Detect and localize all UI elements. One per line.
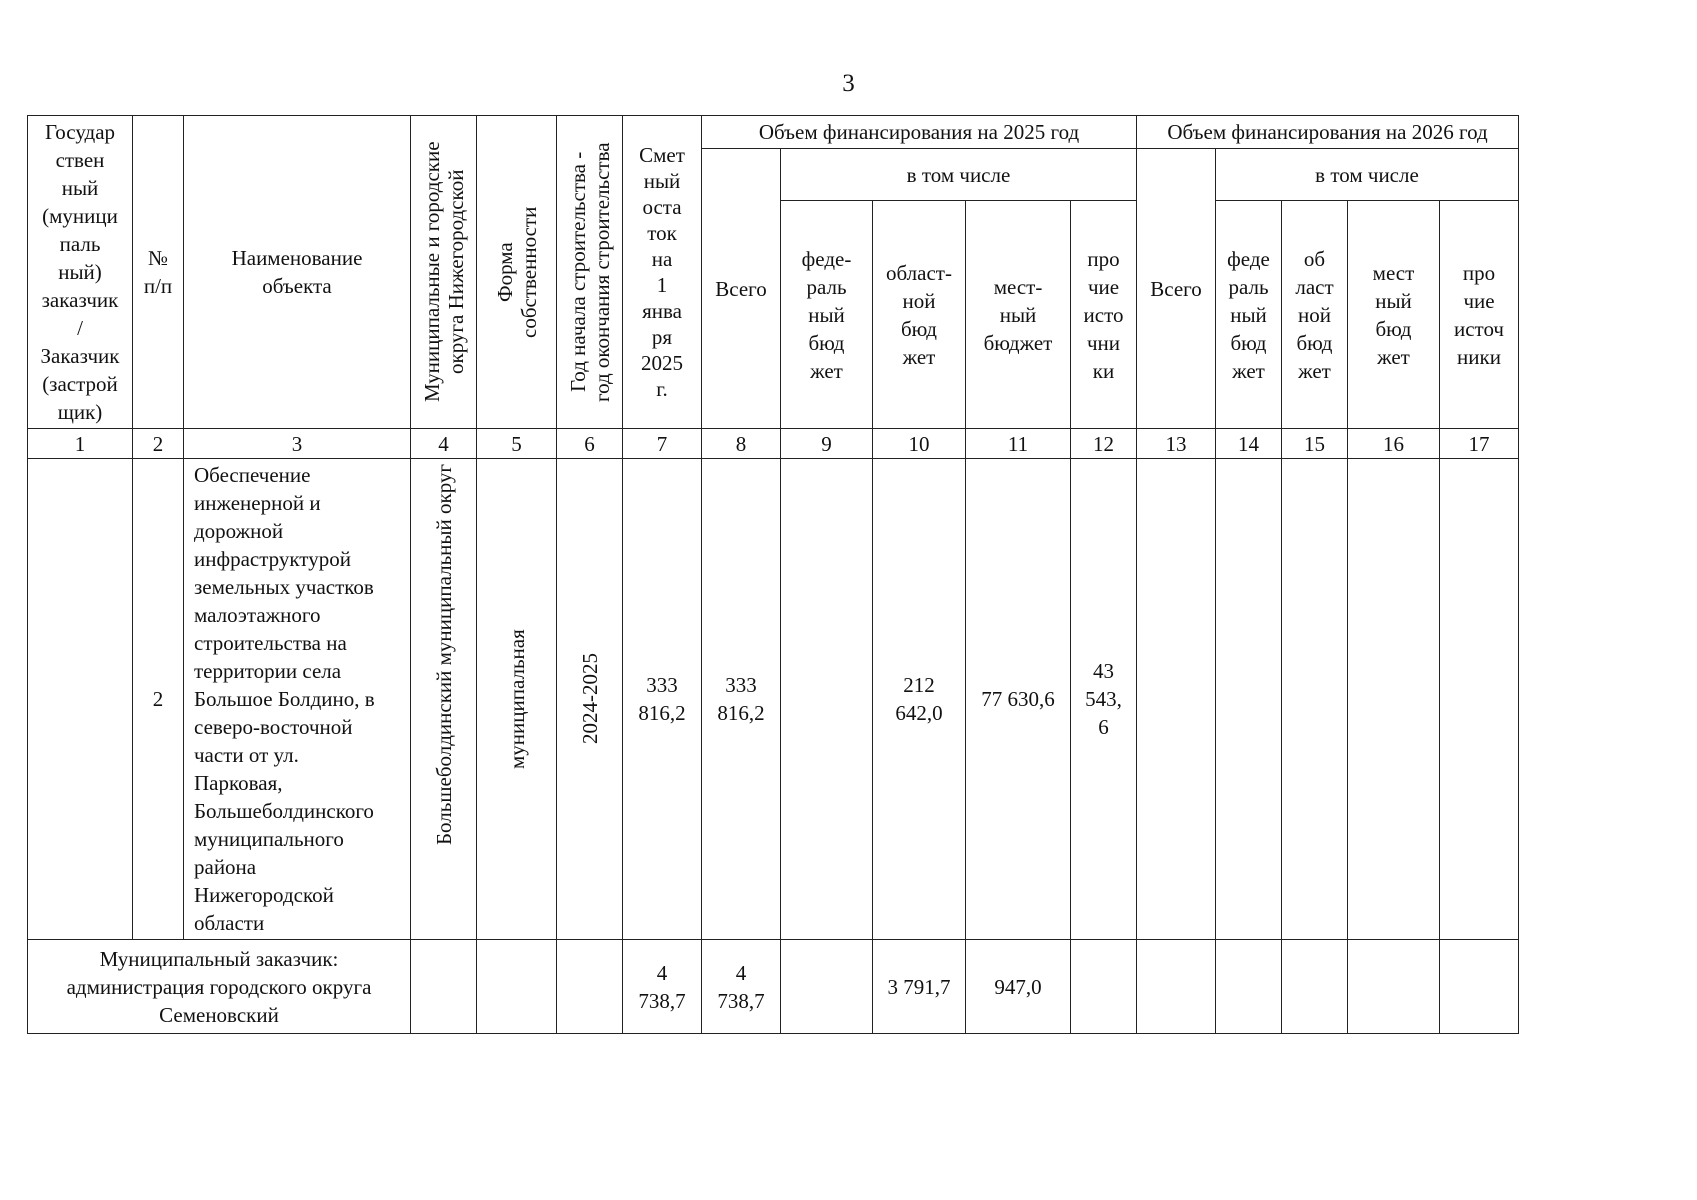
row-federal-2025 [781,459,873,940]
column-number: 2 [133,429,184,459]
column-number: 14 [1216,429,1282,459]
page-number: 3 [842,70,855,97]
column-number: 9 [781,429,873,459]
header-including-2025: в том числе [781,149,1137,201]
column-number: 4 [411,429,477,459]
row-number: 2 [133,459,184,940]
row-estimate-balance: 333 816,2 [623,459,702,940]
column-number: 7 [623,429,702,459]
header-regional-2025: област- ной бюд жет [873,201,966,429]
column-number: 11 [966,429,1071,459]
header-ownership-cell [477,116,557,429]
header-other-2026: про чие источ ники [1440,201,1519,429]
header-years: Год начала строительства - год окончания строительства [565,142,614,402]
row-local-2026 [1348,459,1440,940]
column-number: 8 [702,429,781,459]
row-other-2026 [1440,459,1519,940]
row-ownership: муниципальная [504,629,529,769]
summary-estimate-balance: 4 738,7 [623,940,702,1034]
row-district-cell [411,459,477,940]
summary-other-2025 [1071,940,1137,1034]
summary-regional-2025: 3 791,7 [873,940,966,1034]
header-total-2025: Всего [702,149,781,429]
header-row-1 [28,116,1519,149]
header-ownership: Форма собственности [492,206,541,338]
construction-funding-table [27,115,1519,1034]
summary-row [28,940,1519,1034]
column-number: 3 [184,429,411,459]
summary-other-2026 [1440,940,1519,1034]
summary-local-2025: 947,0 [966,940,1071,1034]
summary-federal-2025 [781,940,873,1034]
summary-district [411,940,477,1034]
row-customer [28,459,133,940]
row-federal-2026 [1216,459,1282,940]
column-number: 5 [477,429,557,459]
header-federal-2025: феде- раль ный бюд жет [781,201,873,429]
summary-years [557,940,623,1034]
row-total-2026 [1137,459,1216,940]
summary-ownership [477,940,557,1034]
column-number: 15 [1282,429,1348,459]
header-object-name: Наименование объекта [184,116,411,429]
column-number: 1 [28,429,133,459]
table-row [28,459,1519,940]
row-local-2025: 77 630,6 [966,459,1071,940]
row-total-2025: 333 816,2 [702,459,781,940]
header-customer: Государ ствен ный (муници паль ный) заказчик / Заказчик (застрой щик) [28,116,133,429]
header-local-2025: мест- ный бюджет [966,201,1071,429]
header-regional-2026: об ласт ной бюд жет [1282,201,1348,429]
column-number: 6 [557,429,623,459]
summary-federal-2026 [1216,940,1282,1034]
header-years-cell [557,116,623,429]
header-other-2025: про чие исто чни ки [1071,201,1137,429]
summary-local-2026 [1348,940,1440,1034]
row-district: Большеболдинский муниципальный округ [431,464,456,846]
row-years: 2024-2025 [577,653,602,745]
column-number-row [28,429,1519,459]
summary-total-2025: 4 738,7 [702,940,781,1034]
header-funding-2025: Объем финансирования на 2025 год [702,116,1137,149]
header-including-2026: в том числе [1216,149,1519,201]
row-regional-2025: 212 642,0 [873,459,966,940]
row-object-name: Обеспечение инженерной и дорожной инфраструктурой земельных участков малоэтажного строительства на территории села Большое Болдино, в северо-восточной части от ул. Парковая, Большеболдинского муниципального района Нижегородской области [184,459,411,940]
header-number: № п/п [133,116,184,429]
row-ownership-cell [477,459,557,940]
summary-regional-2026 [1282,940,1348,1034]
row-years-cell [557,459,623,940]
header-municipal-districts: Муниципальные и городские округа Нижегородской [419,141,468,403]
summary-label: Муниципальный заказчик: администрация городского округа Семеновский [28,940,411,1034]
header-federal-2026: феде раль ный бюд жет [1216,201,1282,429]
column-number: 12 [1071,429,1137,459]
header-funding-2026: Объем финансирования на 2026 год [1137,116,1519,149]
column-number: 13 [1137,429,1216,459]
header-local-2026: мест ный бюд жет [1348,201,1440,429]
column-number: 17 [1440,429,1519,459]
header-estimate-balance: Смет ный оста ток на 1 янва ря 2025 г. [623,116,702,429]
row-regional-2026 [1282,459,1348,940]
header-total-2026: Всего [1137,149,1216,429]
column-number: 10 [873,429,966,459]
header-municipal-districts-cell [411,116,477,429]
row-other-2025: 43 543, 6 [1071,459,1137,940]
column-number: 16 [1348,429,1440,459]
summary-total-2026 [1137,940,1216,1034]
